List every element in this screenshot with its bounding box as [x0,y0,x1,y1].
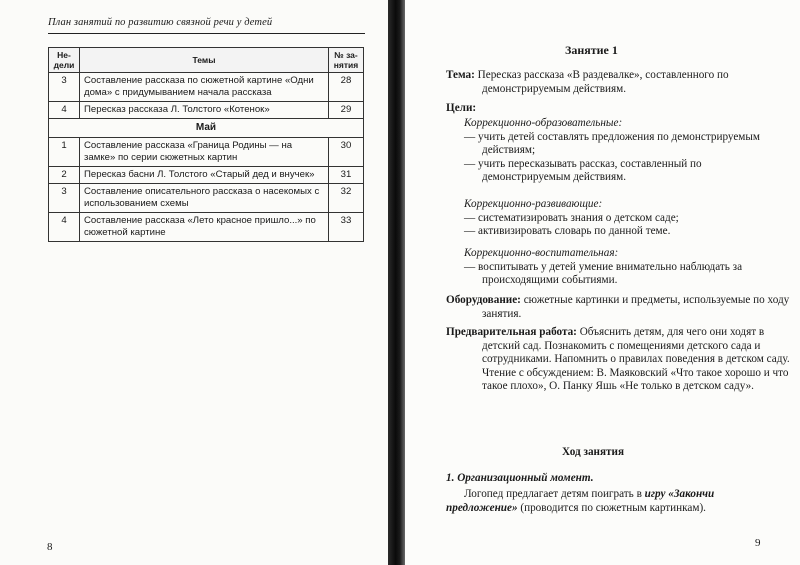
header-topic: Темы [80,48,329,73]
week-cell: 3 [49,73,80,102]
topic-cell: Составление описательного рассказа о насекомых с использованием схемы [80,184,329,213]
goal-group-developmental [446,198,766,239]
topic-paragraph [446,69,800,96]
lesson-number-cell: 33 [329,213,364,242]
topic-cell: Составление рассказа «Граница Родины — на замке» по серии сюжетных картин [80,138,329,167]
game-name: игру «Закончи предложение» [446,488,715,514]
equipment-paragraph [446,294,800,321]
goals-heading: Цели: [446,102,477,114]
topic-cell: Пересказ басни Л. Толстого «Старый дед и внучек» [80,167,329,184]
equipment-label: Оборудование: [446,294,521,306]
week-cell: 3 [49,184,80,213]
table-row [49,73,364,102]
header-page: № за- нятия [329,48,364,73]
running-head-rule [48,33,365,34]
table-row [49,213,364,242]
month-row [49,119,364,138]
book-gutter [388,0,405,565]
topic-label: Тема: [446,69,475,81]
goal-group-upbringing [446,247,766,288]
goal-group-educational [446,117,766,185]
topic-cell: Пересказ рассказа Л. Толстого «Котенок» [80,102,329,119]
goal-item: — учить детей составлять предложения по демонстрируемым действиям; [464,130,760,157]
table-row [49,184,364,213]
week-cell: 4 [49,213,80,242]
page-number-right: 9 [755,537,761,549]
week-cell: 4 [49,102,80,119]
lesson-number-cell: 30 [329,138,364,167]
lesson-plan-table [48,47,364,242]
topic-text: Пересказ рассказа «В раздевалке», составленного по демонстрируемым действиям. [477,69,729,95]
course-heading: Ход занятия [562,446,625,458]
goal-item: — систематизировать знания о детском саде; [464,211,679,224]
goal-group-heading: Коррекционно-воспитательная: [464,247,619,259]
goal-group-heading: Коррекционно-образовательные: [464,117,623,129]
topic-cell: Составление рассказа по сюжетной картине «Одни дома» с придумыванием начала рассказа [80,73,329,102]
lesson-number-cell: 31 [329,167,364,184]
preparation-text: Объяснить детям, для чего они ходят в детский сад. Познакомить с помещениями детского сада и сотрудниками. Напомнить о правилах поведения в детском саду. Чтение с обсуждением: В. Маяковский «Что такое хорошо и что такое плохо», О. Панку Яшь «Не только в детском саду». [482,326,790,393]
step-text [446,488,766,515]
table-header-row [49,48,364,73]
header-week: Не- дели [49,48,80,73]
step-title: 1. Организационный момент. [446,472,594,484]
lesson-number-cell: 29 [329,102,364,119]
week-cell: 2 [49,167,80,184]
table-row [49,138,364,167]
week-cell: 1 [49,138,80,167]
equipment-text: сюжетные картинки и предметы, используемые по ходу занятия. [482,294,790,320]
lesson-number-cell: 32 [329,184,364,213]
goal-item: — воспитывать у детей умение внимательно наблюдать за происходящими событиями. [464,260,743,287]
preparation-paragraph [446,326,800,394]
step-text-end: (проводится по сюжетным картинкам). [517,501,706,514]
lesson-number-cell: 28 [329,73,364,102]
running-head: План занятий по развитию связной речи у детей [48,17,273,28]
table-row [49,167,364,184]
topic-cell: Составление рассказа «Лето красное пришло...» по сюжетной картине [80,213,329,242]
table-row [49,102,364,119]
preparation-label: Предварительная работа: [446,326,577,338]
goal-item: — учить пересказывать рассказ, составленный по демонстрируемым действиям. [464,157,702,184]
goal-item: — активизировать словарь по данной теме. [464,225,671,238]
step-text-start: Логопед предлагает детям поиграть в [464,488,645,500]
month-cell: Май [49,119,364,138]
page-number-left: 8 [47,541,53,553]
goal-group-heading: Коррекционно-развивающие: [464,198,603,210]
lesson-title: Занятие 1 [565,43,618,57]
